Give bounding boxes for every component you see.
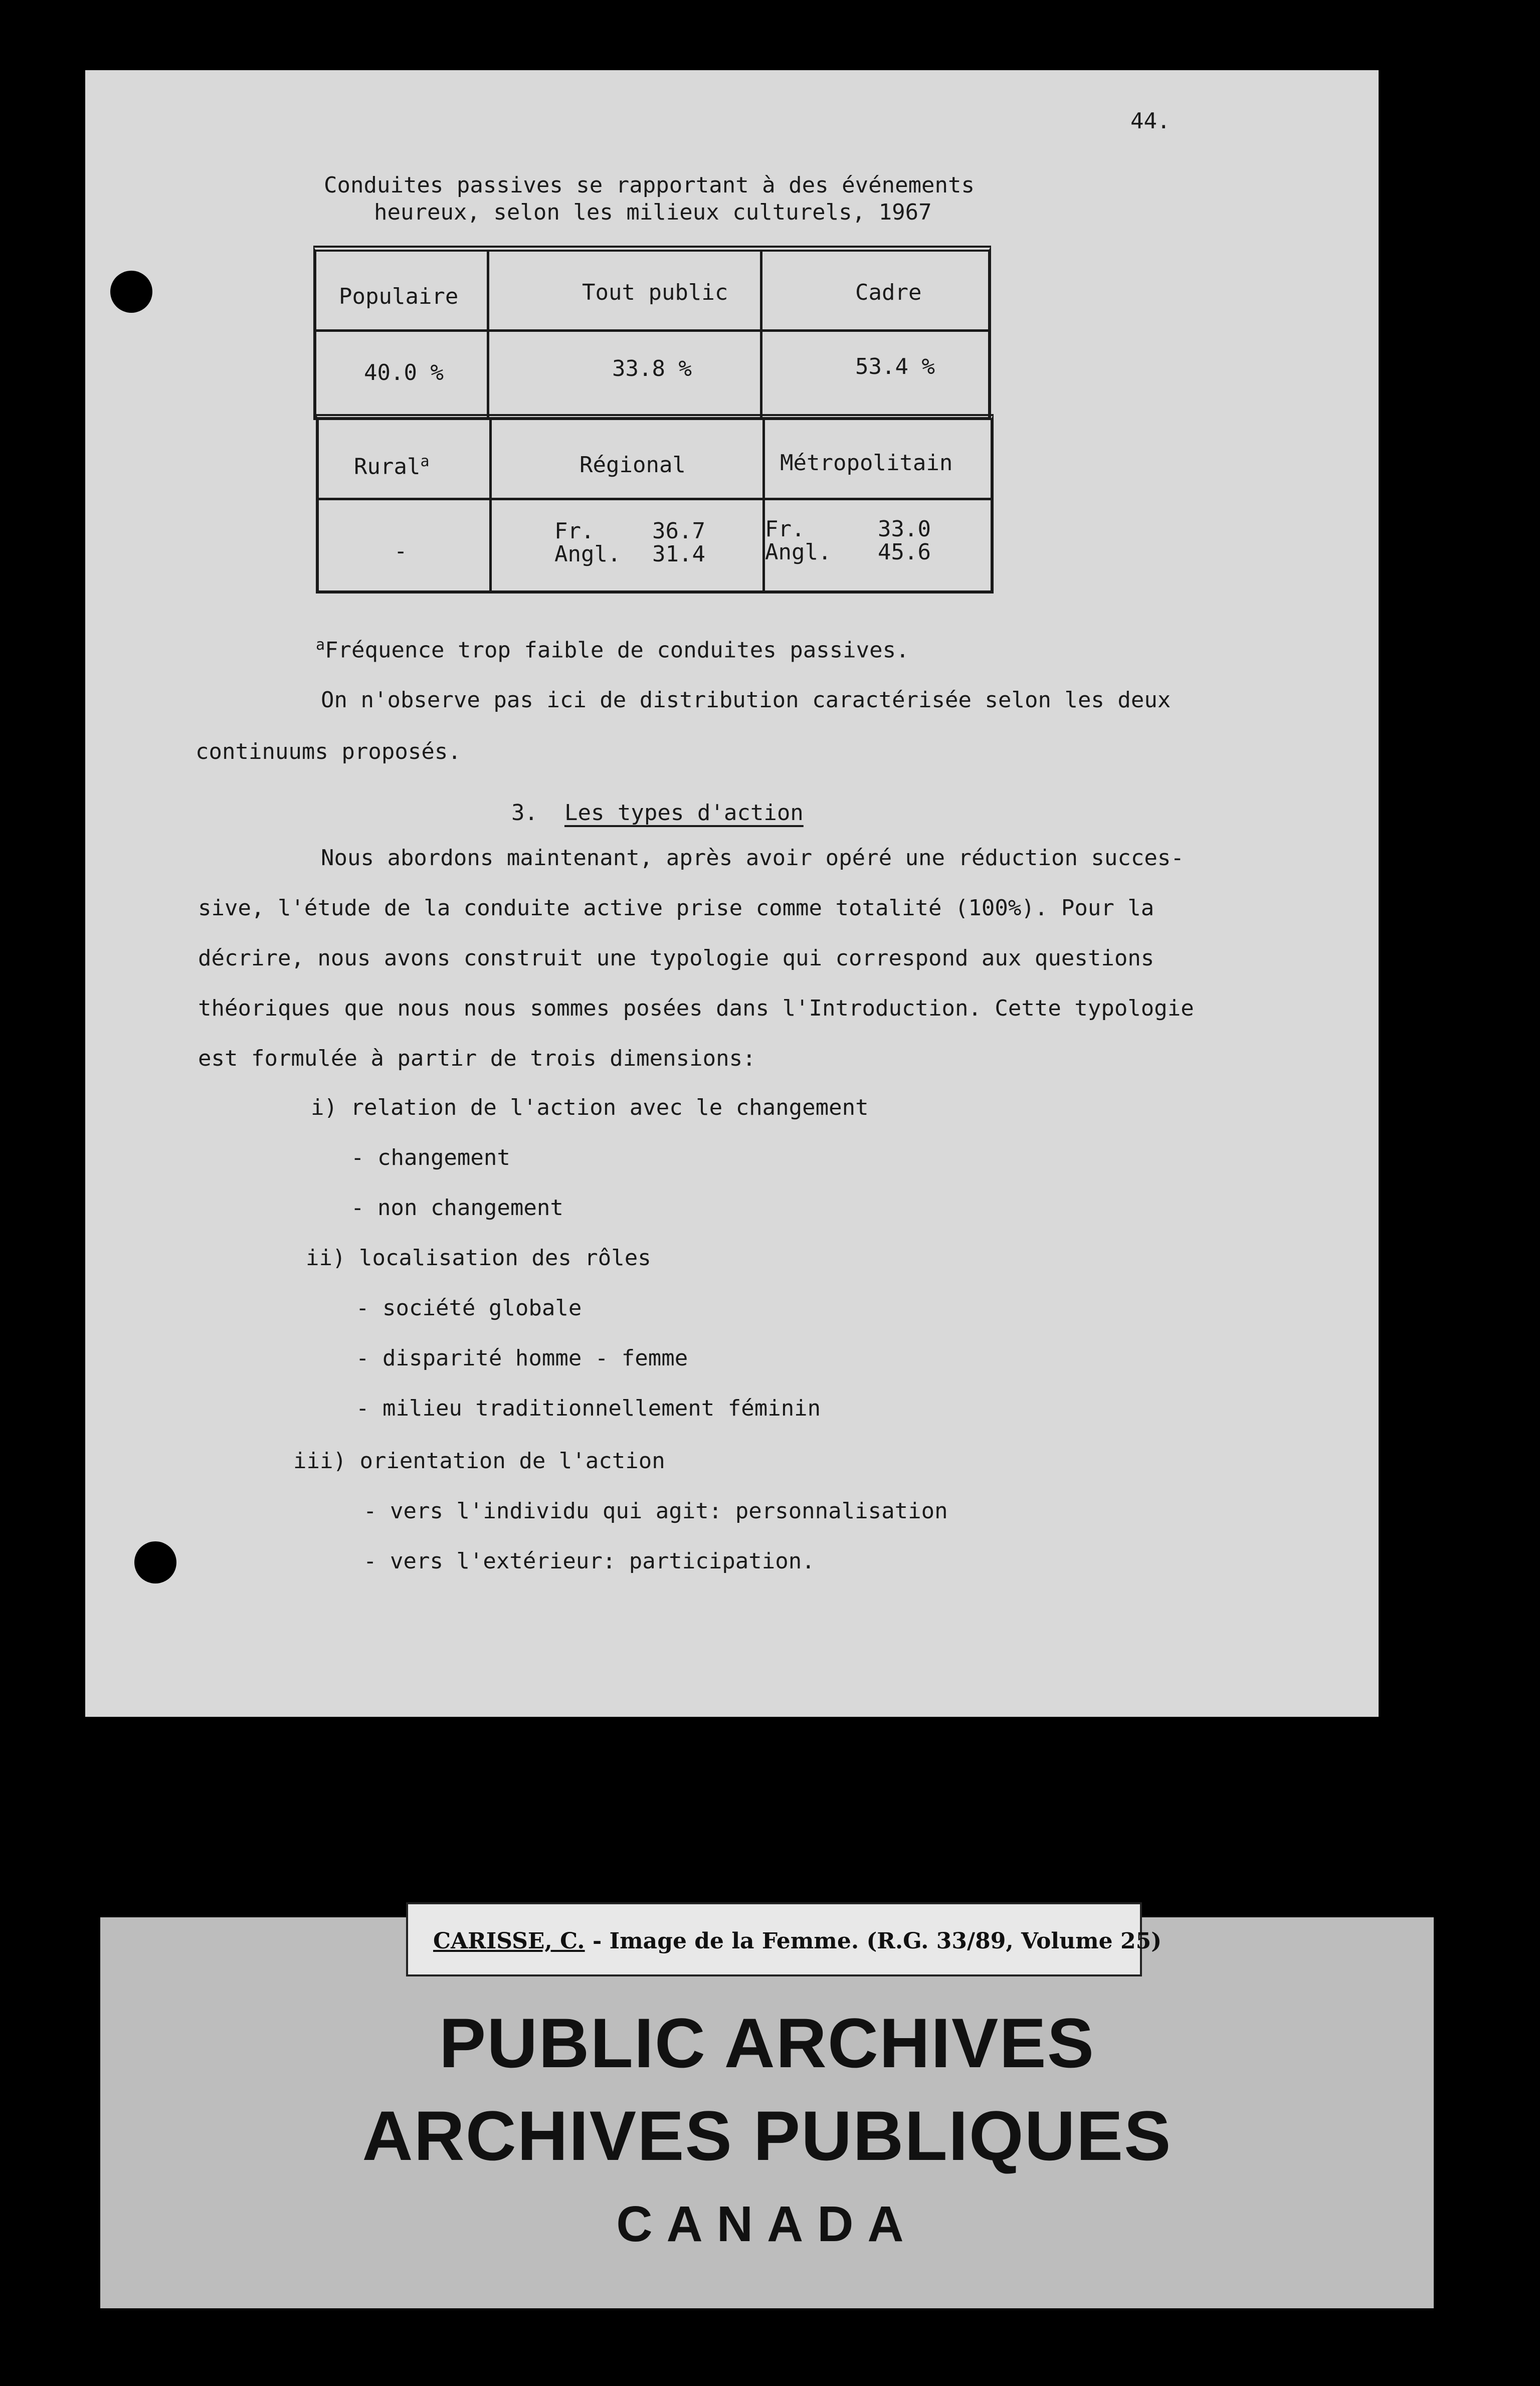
section-heading — [511, 802, 804, 824]
punch-hole-top — [110, 271, 152, 313]
archive-line-public: PUBLIC ARCHIVES — [439, 2004, 1095, 2082]
reference-text — [433, 1928, 1162, 1954]
header-cadre: Cadre — [855, 280, 922, 305]
punch-hole-bottom — [134, 1541, 176, 1583]
section-title: Les types d'action — [564, 800, 804, 826]
dimension-2: ii) localisation des rôles — [306, 1245, 651, 1271]
value-populaire: 40.0 % — [364, 360, 444, 385]
table-title-line1: Conduites passives se rapportant à des événements — [324, 172, 975, 198]
header-populaire: Populaire — [339, 284, 459, 309]
paragraph2-line1: Nous abordons maintenant, après avoir opéré une réduction succes- — [321, 845, 1184, 871]
dimension-2-item-3: - milieu traditionnellement féminin — [356, 1396, 821, 1421]
reference-strip — [406, 1902, 1162, 1976]
table-title-line2: heureux, selon les milieux culturels, 1967 — [374, 200, 932, 225]
regional-angl-label: Angl. — [554, 541, 621, 567]
archive-line-publiques: ARCHIVES PUBLIQUES — [362, 2096, 1172, 2175]
dimension-1-item-2: - non changement — [351, 1195, 563, 1221]
header-regional: Régional — [580, 452, 686, 478]
paragraph2-line2: sive, l'étude de la conduite active prise comme totalité (100%). Pour la — [198, 895, 1154, 921]
header-metropolitain: Métropolitain — [780, 450, 953, 476]
reference-details: - Image de la Femme. (R.G. 33/89, Volume 25) — [585, 1928, 1162, 1954]
paragraph1-line2: continuums proposés. — [196, 739, 461, 764]
header-tout-public: Tout public — [582, 280, 728, 305]
regional-fr-label: Fr. — [554, 518, 595, 544]
metro-angl-value: 45.6 — [878, 539, 931, 565]
header-rural: Rural$^a$ — [354, 453, 430, 480]
table-milieux — [313, 246, 991, 420]
dimension-2-item-2: - disparité homme - femme — [356, 1345, 688, 1371]
paragraph1-line1: On n'observe pas ici de distribution caractérisée selon les deux — [321, 687, 1171, 713]
paragraph2-line3: décrire, nous avons construit une typologie qui correspond aux questions — [198, 945, 1154, 971]
dimension-3-item-2: - vers l'extérieur: participation. — [363, 1548, 815, 1574]
table-regions — [316, 414, 994, 593]
value-cadre: 53.4 % — [855, 354, 935, 379]
metro-fr-label: Fr. — [765, 516, 805, 542]
paragraph2-line4: théoriques que nous nous sommes posées dans l'Introduction. Cette typologie — [198, 996, 1194, 1021]
paragraph2-line5: est formulée à partir de trois dimensions: — [198, 1046, 756, 1071]
dimension-2-item-1: - société globale — [356, 1295, 582, 1321]
dimension-1-item-1: - changement — [351, 1145, 510, 1170]
section-number: 3. — [511, 800, 538, 826]
value-tout-public: 33.8 % — [612, 356, 692, 381]
reference-author: CARISSE, C. — [433, 1928, 585, 1954]
value-rural: - — [394, 538, 408, 564]
archive-line-canada: CANADA — [616, 2196, 918, 2252]
dimension-3: iii) orientation de l'action — [293, 1448, 665, 1474]
dimension-3-item-1: - vers l'individu qui agit: personnalisation — [363, 1498, 948, 1524]
page-number: 44. — [1130, 108, 1171, 134]
dimension-1: i) relation de l'action avec le changement — [311, 1095, 869, 1120]
regional-angl-value: 31.4 — [652, 541, 705, 567]
table-footnote: $^a$Fréquence trop faible de conduites passives. — [316, 636, 909, 663]
regional-fr-value: 36.7 — [652, 518, 705, 544]
metro-angl-label: Angl. — [765, 539, 832, 565]
metro-fr-value: 33.0 — [878, 516, 931, 542]
